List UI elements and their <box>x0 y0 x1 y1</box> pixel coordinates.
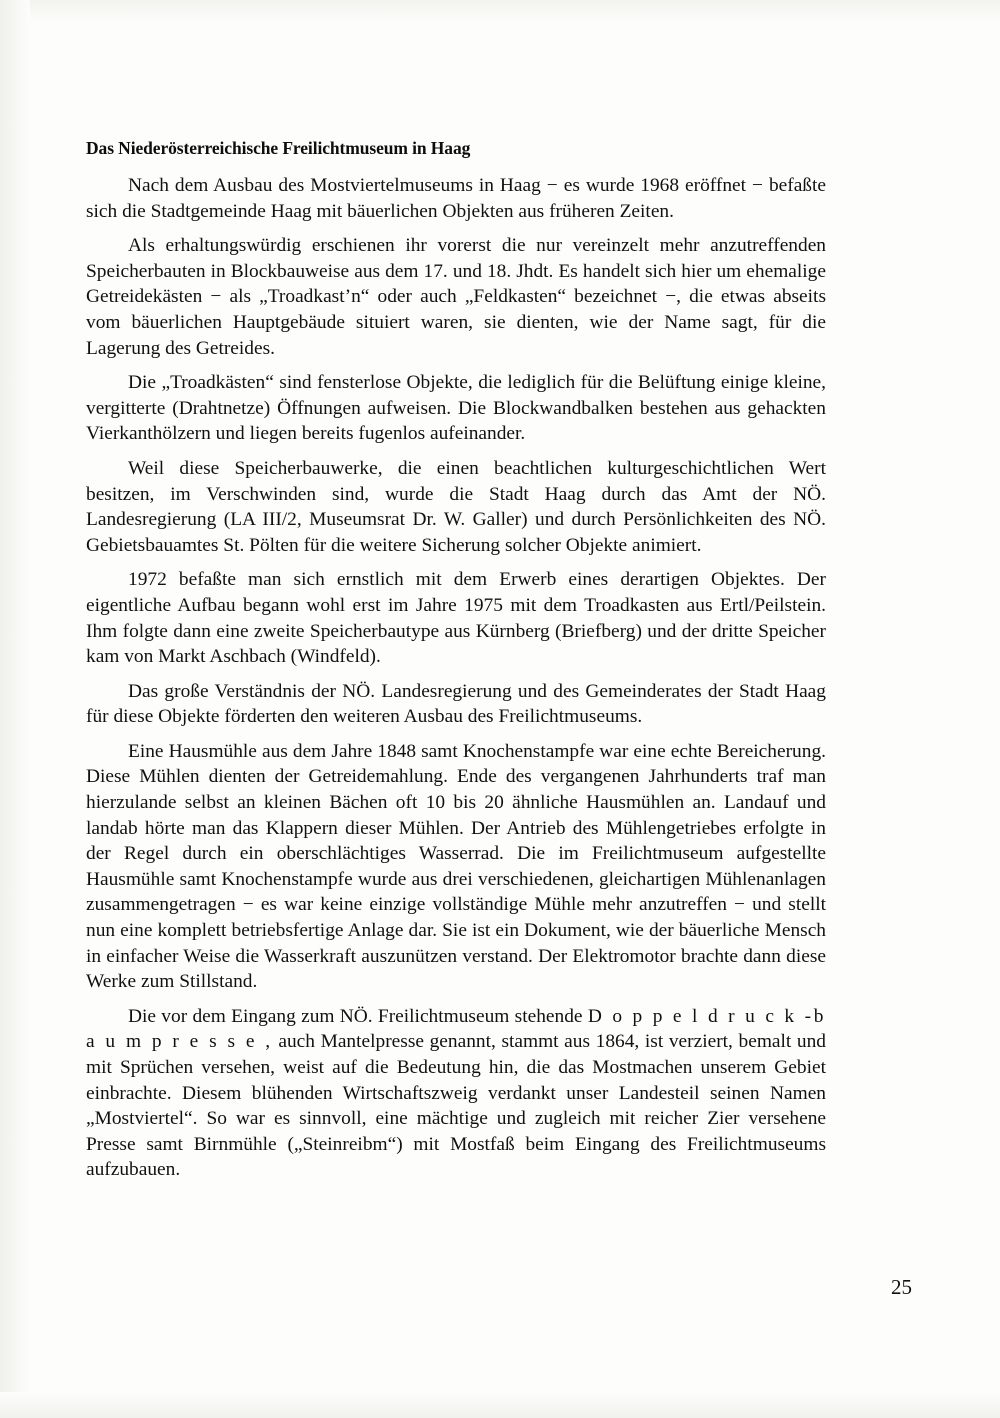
page-edge-shading-bottom <box>0 1392 1000 1418</box>
page-number: 25 <box>891 1275 912 1299</box>
body-paragraph: 1972 befaßte man sich ernstlich mit dem Erwerb eines derartigen Objektes. Der eigentliche Aufbau begann wohl erst im Jahre 1975 mit dem Troadkasten aus Ertl/Peilstein. Ihm folgte dann eine zweite Speicherbautype aus Kürnberg (Briefberg) und der dritte Speicher kam von Markt Aschbach (Windfeld). <box>86 569 826 668</box>
body-paragraph: Nach dem Ausbau des Mostviertelmuseums in Haag − es wurde 1968 eröffnet − befaßte sich die Stadtgemeinde Haag mit bäuerlichen Objekten aus früheren Zeiten. <box>86 175 826 222</box>
paragraph-text-after-emphasis: auch Mantelpresse genannt, stammt aus 1864, ist verziert, bemalt und mit Sprüchen versehen, weist auf die Bedeutung hin, die das Mostmachen unserem Gebiet einbrachte. Diesem blühenden Wirtschaftszweig verdankt unser Landesteil seinen Namen „Mostviertel“. So war es sinnvoll, eine mächtige und zugleich mit reicher Zier versehene Presse samt Birnmühle („Steinreibm“) mit Mostfaß beim Eingang des Freilichtmuseums aufzubauen. <box>86 1031 826 1181</box>
body-paragraph: Das große Verständnis der NÖ. Landesregierung und des Gemeinderates der Stadt Haag für diese Objekte förderten den weiteren Ausbau des Freilichtmuseums. <box>86 680 826 728</box>
paragraph-text-before-emphasis: Die vor dem Eingang zum NÖ. Freilichtmuseum stehende <box>128 1005 588 1027</box>
page-edge-shading-top <box>0 0 1000 22</box>
body-paragraph-last <box>86 1004 826 1183</box>
emphasized-term-line2: b a u m p r e s s e , <box>86 1005 826 1053</box>
body-paragraph: Als erhaltungswürdig erschienen ihr vorerst die nur vereinzelt mehr anzutreffenden Speicherbauten in Blockbauweise aus dem 17. und 18. Jhdt. Es handelt sich hier um ehemalige Getreidekästen − als „Troadkast’n“ oder auch „Feldkasten“ bezeichnet −, die etwas abseits vom bäuerlichen Hauptgebäude situiert waren, sie dienten, wie der Name sagt, für die Lagerung des Getreides. <box>86 235 826 359</box>
page-content <box>86 138 826 1183</box>
emphasized-term-line1: D o p p e l d r u c k - <box>587 1005 814 1027</box>
body-paragraph: Die „Troadkästen“ sind fensterlose Objekte, die lediglich für die Belüftung einige kleine, vergitterte (Drahtnetze) Öffnungen aufweisen. Die Blockwandbalken bestehen aus gehackten Vierkanthölzern und liegen bereits fugenlos aufeinander. <box>86 372 826 445</box>
page-edge-shading-left <box>0 0 30 1418</box>
page-title: Das Niederösterreichische Freilichtmuseum in Haag <box>86 138 471 158</box>
body-paragraph: Weil diese Speicherbauwerke, die einen beachtlichen kulturgeschichtlichen Wert besitzen, im Verschwinden sind, wurde die Stadt Haag durch das Amt der NÖ. Landesregierung (LA III/2, Museumsrat Dr. W. Galler) und durch Persönlichkeiten des NÖ. Gebietsbauamtes St. Pölten für die weitere Sicherung solcher Objekte animiert. <box>86 457 826 556</box>
body-paragraph: Eine Hausmühle aus dem Jahre 1848 samt Knochenstampfe war eine echte Bereicherung. Diese Mühlen dienten der Getreidemahlung. Ende des vergangenen Jahrhunderts traf man hierzulande selbst an kleinen Bächen oft 10 bis 20 ähnliche Hausmühlen an. Landauf und landab hörte man das Klappern dieser Mühlen. Der Antrieb des Mühlengetriebes erfolgte in der Regel durch ein oberschlächtiges Wasserrad. Die im Freilichtmuseum aufgestellte Hausmühle samt Knochenstampfe wurde aus drei verschiedenen, gleichartigen Mühlenanlagen zusammengetragen − es war keine einzige vollständige Mühle mehr anzutreffen − und stellt nun eine komplett betriebsfertige Anlage dar. Sie ist ein Dokument, wie der bäuerliche Mensch in einfacher Weise die Wasserkraft auszunützen verstand. Der Elektromotor brachte dann diese Werke zum Stillstand. <box>86 740 826 993</box>
